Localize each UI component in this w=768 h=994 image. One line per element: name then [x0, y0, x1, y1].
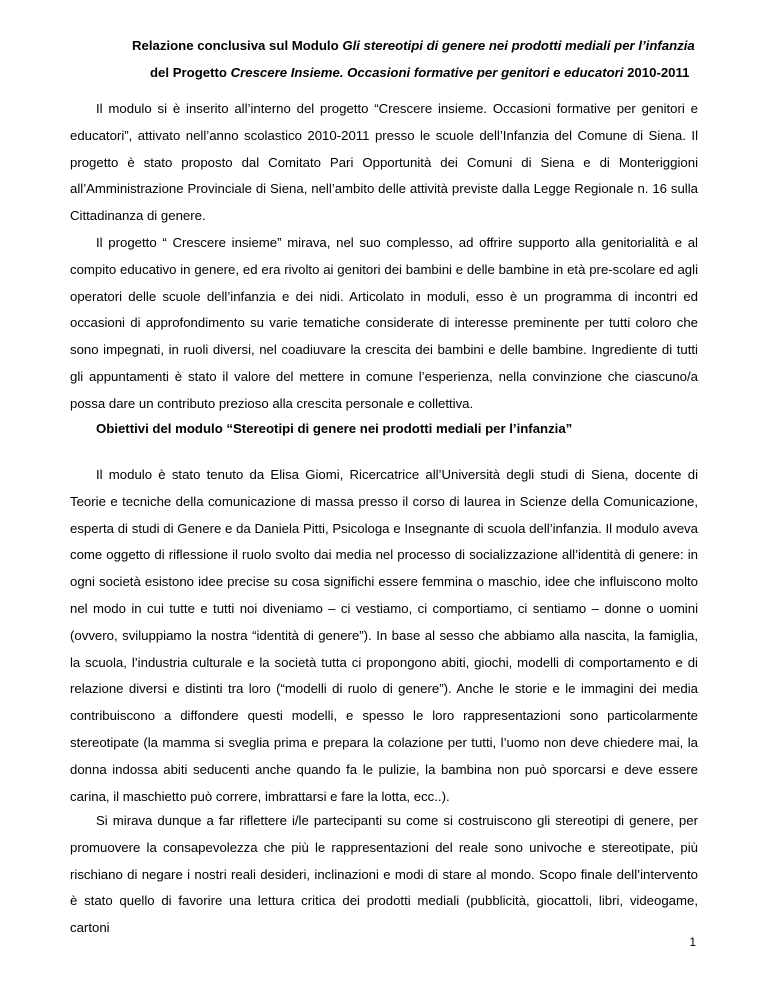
- paragraph-module-description: Il modulo è stato tenuto da Elisa Giomi, Ricercatrice all’Università degli studi di Siena, docente di Teorie e tecniche della comunicazione di massa presso il corso di laurea in Scienze della Comunicazione, esperta di studi di Genere e da Daniela Pitti, Psicologa e Insegnante di scuola dell’infanzia. Il modulo aveva come oggetto di riflessione il ruolo svolto dai media nel processo di socializzazione all’identità di genere: in ogni società esistono idee precise su cosa significhi essere femmina o maschio, idee che influiscono molto nel modo in cui tutte e tutti noi diveniamo – ci vestiamo, ci comportiamo, ci sentiamo – donne o uomini (ovvero, sviluppiamo la nostra “identità di genere”). In base al sesso che abbiamo alla nascita, la famiglia, la scuola, l’industria culturale e la società tutta ci propongono abiti, giochi, modelli di comportamento e di relazione diversi e distinti tra loro (“modelli di ruolo di genere”). Anche le storie e le immagini dei media contribuiscono a diffondere questi modelli, e spesso le loro rappresentazioni sono particolarmente stereotipate (la mamma si sveglia prima e prepara la colazione per tutti, l’uomo non deve chiedere mai, la donna indossa abiti seducenti anche quando fa le pulizie, la bambina non può sporcarsi e deve essere carina, il maschietto può correre, imbrattarsi e fare la lotta, ecc..).: [70, 467, 698, 804]
- document-title-line-2: del Progetto Crescere Insieme. Occasioni formative per genitori e educatori 2010-2011: [150, 65, 690, 80]
- page-number: 1: [689, 935, 696, 949]
- paragraph-intro: Il modulo si è inserito all’interno del progetto “Crescere insieme. Occasioni formative per genitori e educatori”, attivato nell’anno scolastico 2010-2011 presso le scuole dell’Infanzia del Comune di Siena. Il progetto è stato proposto dal Comitato Pari Opportunità dei Comuni di Siena e di Monteriggioni all’Amministrazione Provinciale di Siena, nell’ambito delle attività previste dalla Legge Regionale n. 16 sulla Cittadinanza di genere.: [70, 101, 698, 224]
- section-heading: Obiettivi del modulo “Stereotipi di genere nei prodotti mediali per l’infanzia”: [96, 421, 573, 436]
- paragraph-module-goals: Si mirava dunque a far riflettere i/le partecipanti su come si costruiscono gli stereotipi di genere, per promuovere la consapevolezza che più le rappresentazioni del reale sono univoche e stereotipate, più rischiano di negare i nostri reali desideri, inclinazioni e modi di stare al mondo. Scopo finale dell’intervento è stato quello di favorire una lettura critica dei prodotti mediali (pubblicità, giocattoli, libri, videogame, cartoni: [70, 813, 698, 936]
- document-title-line-1: Relazione conclusiva sul Modulo Gli stereotipi di genere nei prodotti mediali per l’infanzia: [132, 38, 695, 53]
- paragraph-project: Il progetto “ Crescere insieme” mirava, nel suo complesso, ad offrire supporto alla genitorialità e al compito educativo in genere, ed era rivolto ai genitori dei bambini e delle bambine in età pre-scolare ed agli operatori delle scuole dell’infanzia e dei nidi. Articolato in moduli, esso è un programma di incontri ed occasioni di approfondimento su varie tematiche considerate di interesse preminente per tutti coloro che sono impegnati, in ruoli diversi, nel coadiuvare la crescita dei bambini e delle bambine. Ingrediente di tutti gli appuntamenti è stato il valore del mettere in comune l’esperienza, nella convinzione che ciascuno/a possa dare un contributo prezioso alla crescita personale e collettiva.: [70, 235, 698, 411]
